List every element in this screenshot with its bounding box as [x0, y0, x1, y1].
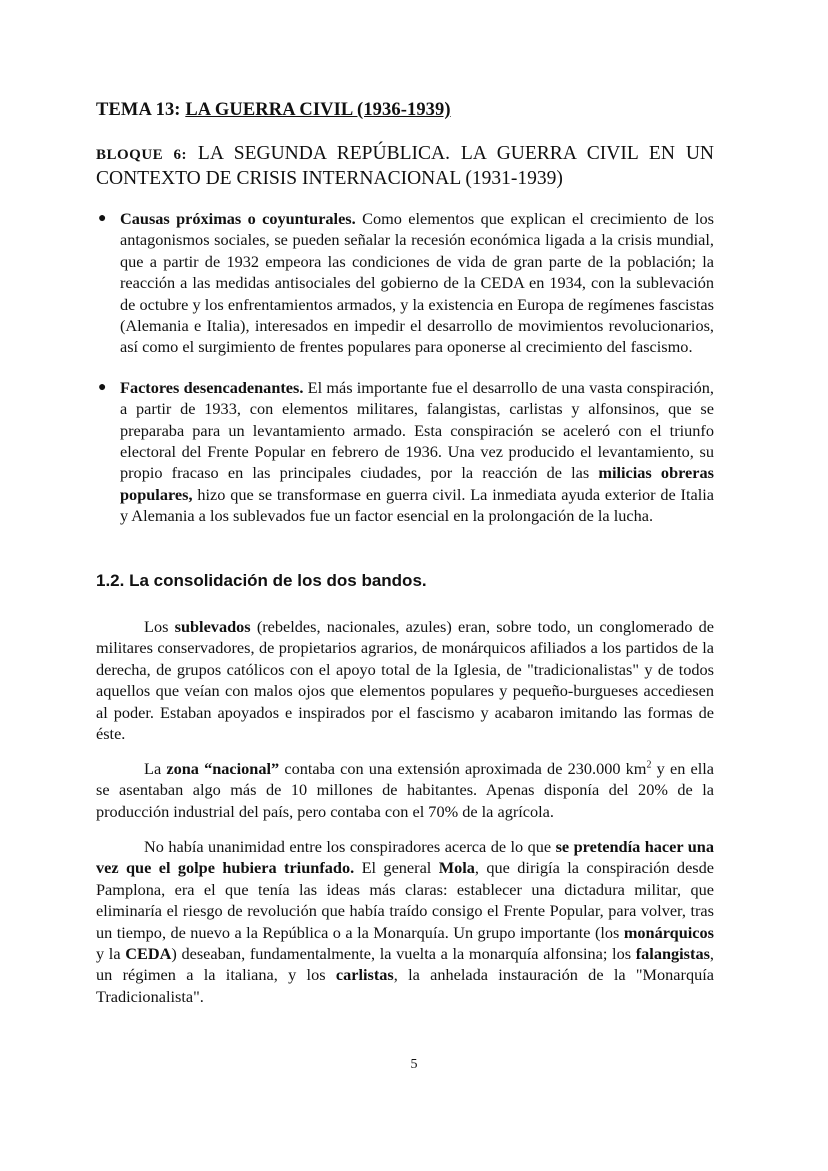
tema-label: TEMA 13:	[96, 100, 181, 120]
bold-text: carlistas	[335, 965, 394, 985]
text: La	[144, 759, 162, 778]
bullet-list	[96, 208, 714, 527]
bloque-heading	[96, 142, 714, 190]
text: , que dirigía la conspiración desde Pamplona, era el que tenía las ideas más claras: establecer una dictadura militar, que eliminaría el riesgo de revolución que había traído consigo el Frente Popular, para volver, tras un tiempo, de nuevo a la República o a la Monarquía. Un grupo importante (los	[96, 858, 714, 942]
text: y en ella se asentaban algo más de 10 millones de habitantes. Apenas disponía del 20% de la producción industrial del país, pero contaba con el 70% de la agrícola.	[96, 759, 714, 821]
text: No había unanimidad entre los conspiradores acerca de lo que	[144, 837, 552, 856]
list-item	[96, 208, 714, 358]
bullet-bold-text: milicias obreras populares,	[120, 463, 714, 504]
page-number: 5	[410, 1057, 418, 1072]
bullet-icon: ●	[98, 379, 107, 395]
bold-text: falangistas	[635, 944, 710, 964]
superscript: 2	[646, 759, 652, 771]
bold-text: zona “nacional”	[166, 759, 280, 778]
bold-text: monárquicos	[623, 922, 714, 942]
bullet-title: Factores desencadenantes.	[120, 377, 304, 397]
bullet-text: El más importante fue el desarrollo de una vasta conspiración, a partir de 1933, con elementos militares, falangistas, carlistas y alfonsinos, que se preparaba para un levantamiento armado. Esta conspiración se aceleró con el triunfo electoral del Frente Popular en febrero de 1936. Una vez producido el levantamiento, su propio fracaso en las principales ciudades, por la reacción de las	[120, 377, 714, 483]
bold-text: CEDA	[125, 944, 172, 964]
paragraph	[96, 616, 714, 744]
text: y la	[96, 944, 121, 964]
bullet-text: Como elementos que explican el crecimiento de los antagonismos sociales, se pueden señalar la recesión económica ligada a la crisis mundial, que a partir de 1932 empeora las condiciones de vida de gran parte de la población; la reacción a las medidas antisociales del gobierno de la CEDA en 1934, con la sublevación de octubre y los enfrentamientos armados, y la existencia en Europa de regímenes fascistas (Alemania e Italia), interesados en impedir el desarrollo de movimientos revolucionarios, así como el surgimiento de frentes populares para oponerse al crecimiento del fascismo.	[120, 209, 714, 357]
paragraph	[96, 758, 714, 822]
bloque-label: BLOQUE 6:	[96, 147, 187, 163]
text: contaba con una extensión aproximada de 230.000 km	[284, 759, 647, 778]
bloque-title: LA SEGUNDA REPÚBLICA. LA GUERRA CIVIL EN UN CONTEXTO DE CRISIS INTERNACIONAL (1931-1939)	[96, 143, 714, 189]
paragraph	[96, 836, 714, 1007]
bullet-text: hizo que se transformase en guerra civil. La inmediata ayuda exterior de Italia y Alemania a los sublevados fue un factor esencial en la prolongación de la lucha.	[120, 484, 714, 526]
tema-title: LA GUERRA CIVIL (1936-1939)	[185, 100, 451, 120]
text: , la anhelada instauración de la "Monarquía Tradicionalista".	[96, 965, 714, 1006]
text: El general	[361, 858, 432, 878]
text: , un régimen a la italiana, y los	[96, 944, 714, 985]
bullet-icon: ●	[98, 211, 107, 226]
list-item	[96, 377, 714, 527]
text: Los	[144, 617, 169, 636]
tema-heading	[96, 100, 451, 121]
text: ) deseaban, fundamentalmente, la vuelta a la monarquía alfonsina; los	[171, 944, 632, 964]
section-heading: 1.2. La consolidación de los dos bandos.	[96, 571, 427, 590]
bold-text: se pretendía hacer una vez que el golpe hubiera triunfado.	[96, 837, 714, 878]
bullet-title: Causas próximas o coyunturales.	[120, 209, 356, 228]
bold-text: sublevados	[174, 617, 251, 636]
text: (rebeldes, nacionales, azules) eran, sobre todo, un conglomerado de militares conservadores, de propietarios agrarios, de monárquicos afiliados a los partidos de la derecha, de grupos católicos con el apoyo total de la Iglesia, de "tradicionalistas" y de todos aquellos que veían con malos ojos que elementos populares y pequeño-burgueses accediesen al poder. Estaban apoyados e inspirados por el fascismo y acabaron imitando las formas de éste.	[96, 617, 715, 744]
bold-text: Mola	[438, 858, 475, 878]
